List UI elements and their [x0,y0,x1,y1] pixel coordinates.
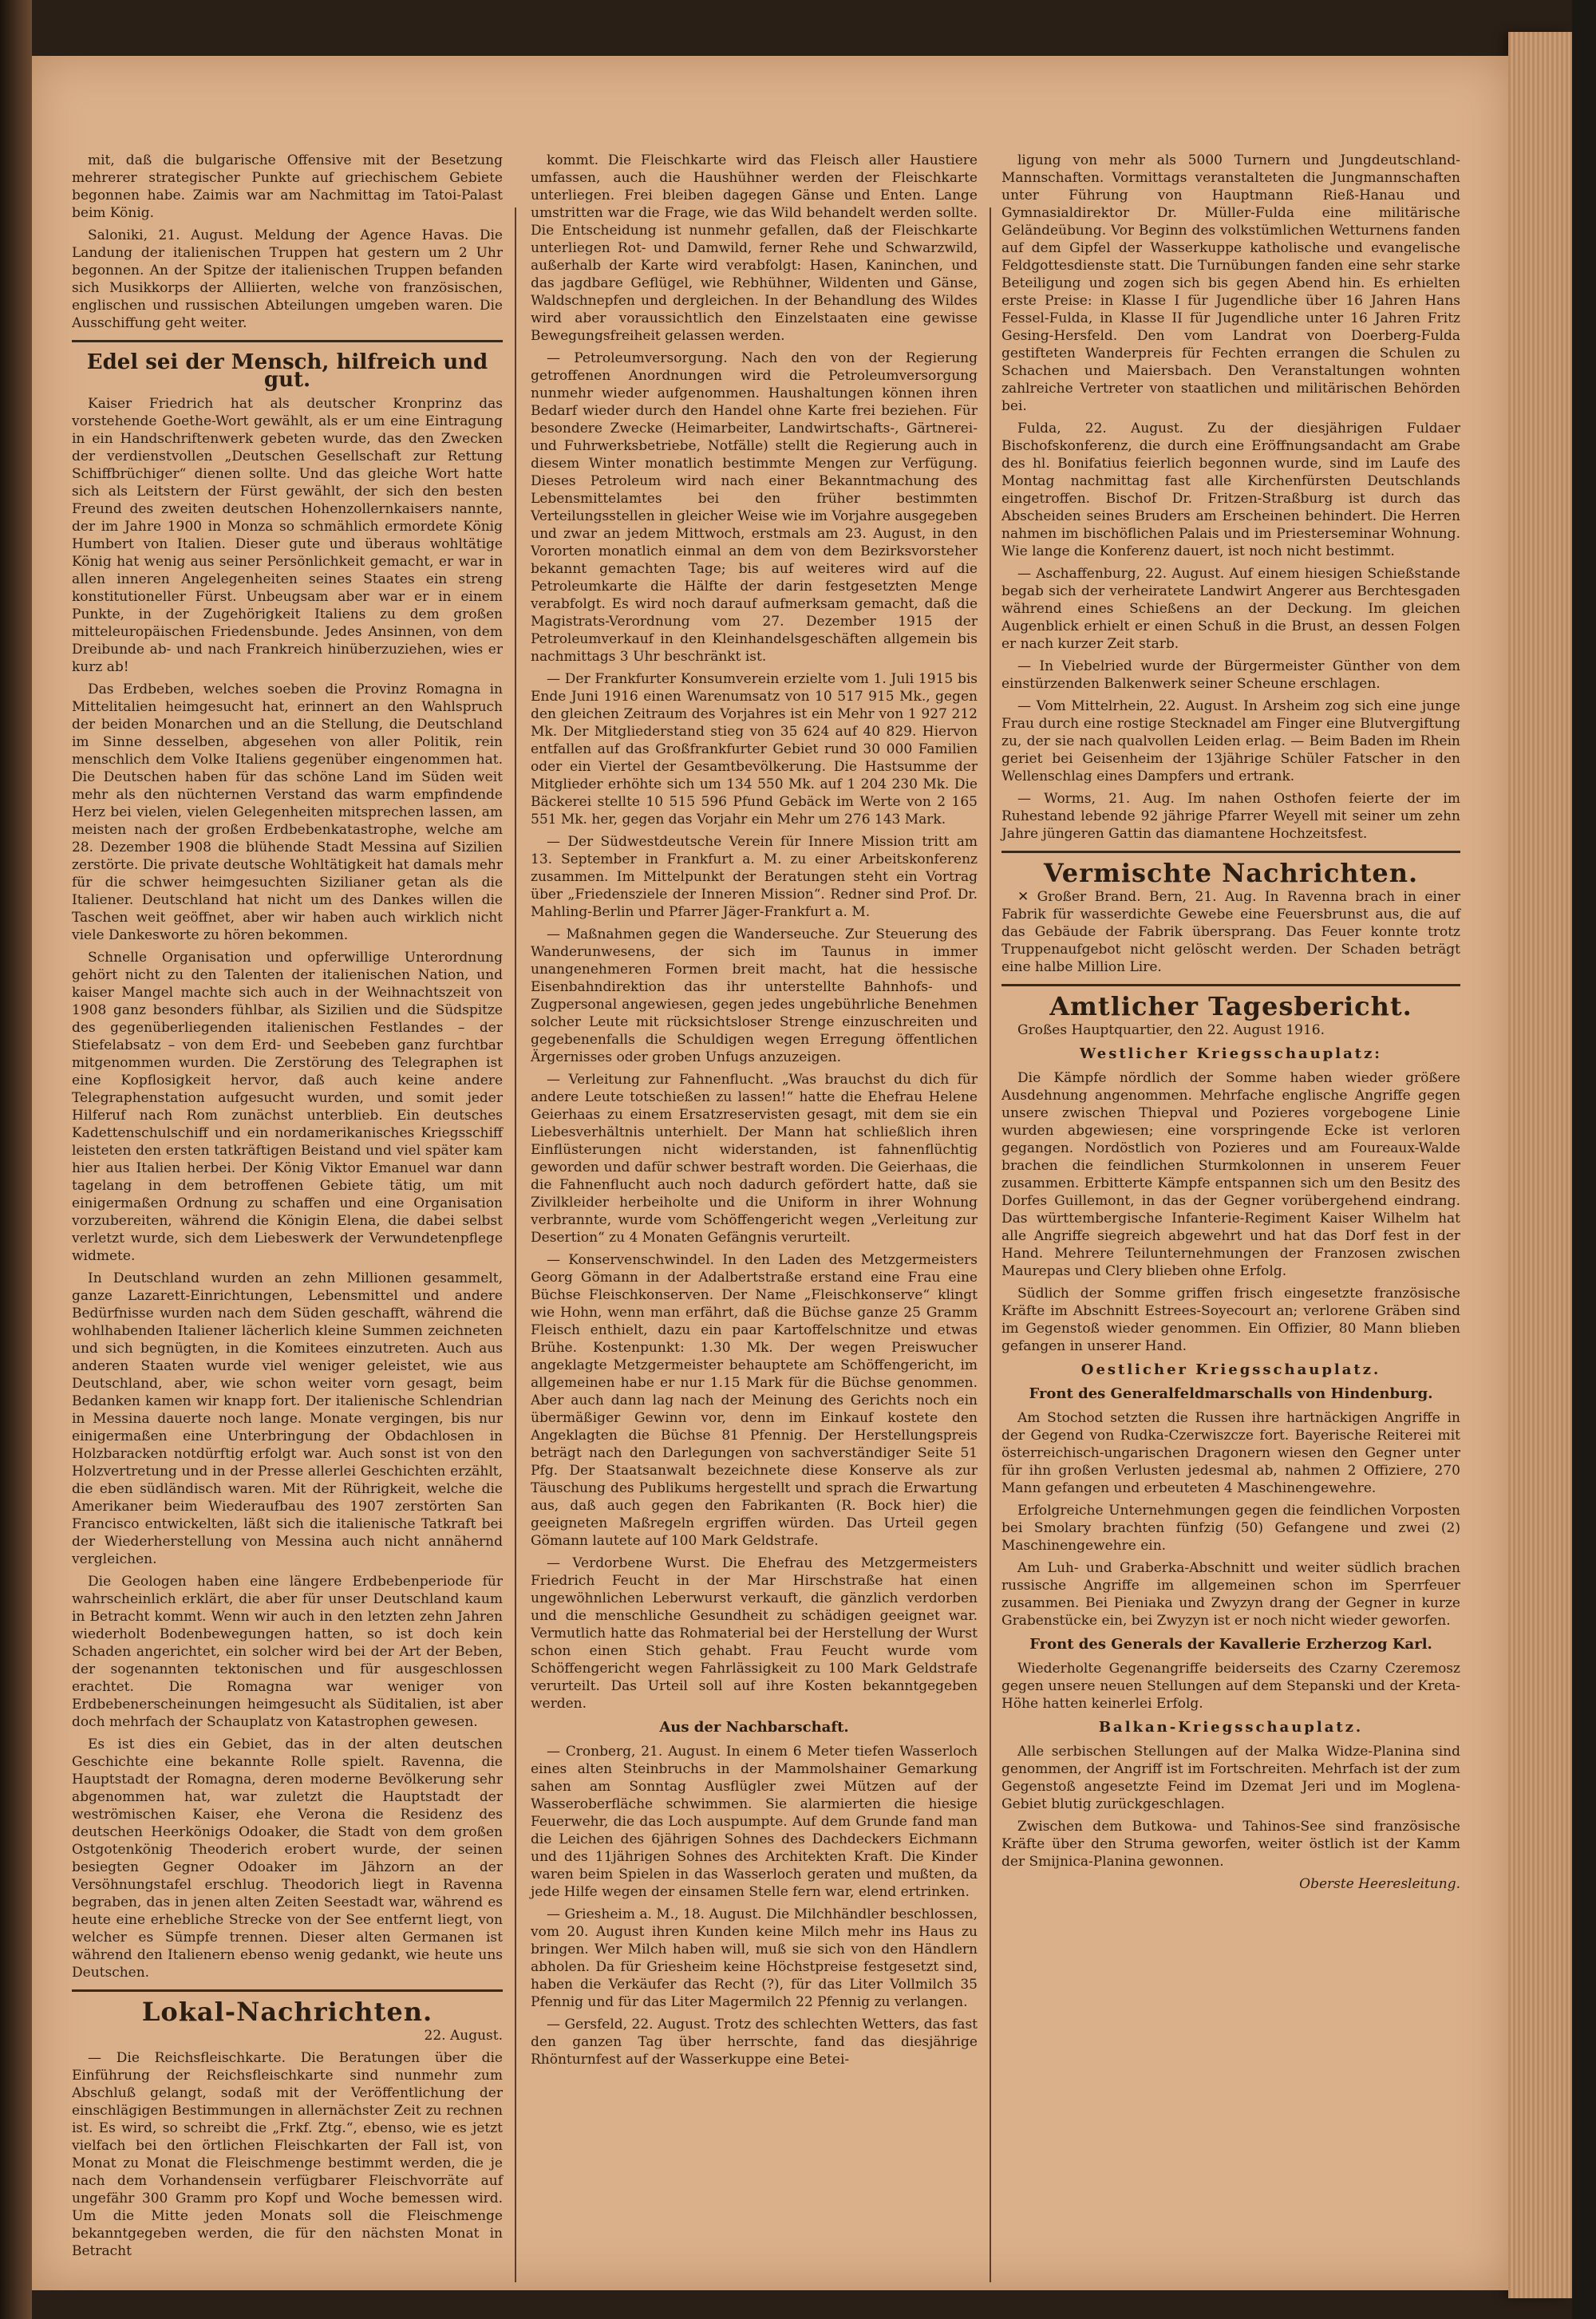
paragraph: — Die Reichsfleischkarte. Die Beratungen über die Einführung der Reichsfleischkarte sind nunmehr zum Abschluß gelangt, sodaß mit der Veröffentlichung der einschlägigen Bestimmungen in allernächster Zeit zu rechnen ist. Es wird, so schreibt die „Frkf. Ztg.“, ebenso, wie es jetzt vielfach bei den örtlichen Fleischkarten der Fall ist, von Monat zu Monat die Fleischmenge bestimmt werden, die je nach dem Vorhandensein verfügbarer Fleischvorräte auf ungefähr 300 Gramm pro Kopf und Woche bemessen wird. Um die Mitte jeden Monats soll die Fleischmenge bekanntgegeben werden, die für den nächsten Monat in Betracht [72,2050,503,2259]
paragraph: Alle serbischen Stellungen auf der Malka Widze-Planina sind genommen, der Angriff ist im Fortschreiten. Mehrfach ist der zum Gegenstoß angesetzte Feind im Dzemat Jeri und im Moglena-Gebiet blutig zurückgeschlagen. [1001,1744,1460,1812]
paragraph: — Maßnahmen gegen die Wanderseuche. Zur Steuerung des Wanderunwesens, der sich im Taunus in immer unangenehmeren Formen breit macht, hat die hessische Eisenbahndirektion das ihr unterstellte Bahnhofs- und Zugpersonal angewiesen, gegen jedes ungebührliche Benehmen solcher Leute mit rücksichtsloser Strenge einzuschreiten und gegebenenfalls die Schuldigen wegen Erregung öffentlichen Ärgernisses oder groben Unfugs anzuzeigen. [531,926,978,1065]
paragraph: — Verleitung zur Fahnenflucht. „Was brauchst du dich für andere Leute totschießen zu lassen!“ hatte die Ehefrau Helene Geierhaas zu einem Ersatzreservisten gesagt, mit dem sie ein Liebesverhältnis unterhielt. Der Mann hat schließlich ihren Einflüsterungen nicht widerstanden, ist fahnenflüchtig geworden und dafür schwer bestraft worden. Die Geierhaas, die die Fahnenflucht auch noch dadurch gefördert hatte, daß sie Zivilkleider herbeiholte und die Uniform in ihrer Wohnung verbrannte, wurde vom Schöffengericht wegen „Verleitung zur Desertion“ zu 4 Monaten Gefängnis verurteilt. [531,1072,978,1246]
paragraph: — Vom Mittelrhein, 22. August. In Arsheim zog sich eine junge Frau durch eine rostige Stecknadel am Finger eine Blutvergiftung zu, der sie nach qualvollen Leiden erlag. — Beim Baden im Rhein geriet bei Geisenheim der 13jährige Schüler Fatscher in den Wellenschlag eines Dampfers und ertrank. [1001,698,1460,784]
paragraph: Am Luh- und Graberka-Abschnitt und weiter südlich brachen russische Angriffe im allgemeinen schon im Sperrfeuer zusammen. Bei Pieniaka und Zwyzyn drang der Gegner in kurze Grabenstücke ein, bei Zwyzyn ist er noch nicht wieder geworfen. [1001,1560,1460,1629]
paragraph: Fulda, 22. August. Zu der diesjährigen Fuldaer Bischofskonferenz, die durch eine Eröffnungsandacht am Grabe des hl. Bonifatius feierlich begonnen wurde, sind im Laufe des Montag nachmittag fast alle Kirchenfürsten Deutschlands eingetroffen. Bischof Dr. Fritzen-Straßburg ist durch das Abscheiden seines Bruders am Erscheinen behindert. Die Herren nahmen im bischöflichen Palais und im Priesterseminar Wohnung. Wie lange die Konferenz dauert, ist noch nicht bestimmt. [1001,421,1460,559]
paragraph: Erfolgreiche Unternehmungen gegen die feindlichen Vorposten bei Smolary brachten fünfzig (50) Gefangene und zwei (2) Maschinengewehre ein. [1001,1503,1460,1554]
paragraph: Die Kämpfe nördlich der Somme haben wieder größere Ausdehnung angenommen. Mehrfache englische Angriffe gegen unsere zwischen Thiepval und Pozieres vorgebogene Linie wurden abgewiesen; eine vorspringende Ecke ist verloren gegangen. Nordöstlich von Pozieres und am Foureaux-Walde brachen die feindlichen Sturmkolonnen in unserem Feuer zusammen. Erbitterte Kämpfe entspannen sich um den Besitz des Dorfes Guillemont, in das der Gegner vorübergehend eindrang. Das württembergische Infanterie-Regiment Kaiser Wilhelm hat alle Angriffe siegreich abgewehrt und hat das Dorf fest in der Hand. Mehrere Teilunternehmungen der Franzosen zwischen Maurepas und Clery blieben ohne Erfolg. [1001,1070,1460,1279]
paragraph: — Der Frankfurter Konsumverein erzielte vom 1. Juli 1915 bis Ende Juni 1916 einen Warenumsatz von 10 517 915 Mk., gegen den gleichen Zeitraum des Vorjahres ist ein Mehr von 1 927 212 Mk. Der Mitgliederstand stieg von 35 624 auf 40 829. Hiervon entfallen auf das Großfrankfurter Gebiet rund 30 000 Familien oder ein Viertel der Gesamtbevölkerung. Die Hastsumme der Mitglieder erhöhte sich um 134 550 Mk. auf 1 204 230 Mk. Die Bäckerei stellte 10 515 596 Pfund Gebäck im Werte von 2 165 551 Mk. her, gegen das Vorjahr ein Mehr um 276 143 Mark. [531,671,978,828]
subheading: Oestlicher Kriegsschauplatz. [1080,1361,1381,1378]
paragraph: ligung von mehr als 5000 Turnern und Jungdeutschland-Mannschaften. Vormittags veranstalteten die Jungmannschaften unter Führung von Hauptmann Rieß-Hanau und Gymnasialdirektor Dr. Müller-Fulda eine militärische Geländeübung. Vor Beginn des volkstümlichen Wetturnens fanden auf dem Gipfel der Wasserkuppe katholische und evangelische Feldgottesdienste statt. Die Turnübungen fanden eine sehr starke Beteiligung und zogen sich bis gegen Abend hin. Es erhielten erste Preise: in Klasse I für Jugendliche über 16 Jahren Hans Fessel-Fulda, in Klasse II für Jugendliche unter 16 Jahren Fritz Gesing-Hersfeld. Den vom Landrat von Doerberg-Fulda gestifteten Wanderpreis für Fechten errangen die Schulen zu Schachen und Maiersbach. Den Veranstaltungen wohnten zahlreiche Vertreter von staatlichen und militärischen Behörden bei. [1001,152,1460,414]
column-1 [72,152,503,2265]
paragraph: Am Stochod setzten die Russen ihre hartnäckigen Angriffe in der Gegend von Rudka-Czerwiszcze fort. Bayerische Reiterei mit österreichisch-ungarischen Dragonern wiesen den Gegner unter für ihn großen Verlusten jedesmal ab, nahmen 2 Offiziere, 270 Mann gefangen und erbeuteten 4 Maschinengewehre. [1001,1410,1460,1496]
section-heading: Vermischte Nachrichten. [1043,858,1419,888]
book-cover-right [1572,0,1596,2319]
paragraph: — Petroleumversorgung. Nach den von der Regierung getroffenen Anordnungen wird die Petroleumversorgung nunmehr wieder aufgenommen. Haushaltungen können ihren Bedarf wieder durch den Handel ohne Karte frei beziehen. Für besondere Zwecke (Heimarbeiter, Landwirtschafts-, Gärtnerei- und Fuhrwerksbetriebe, Notfälle) stellt die Regierung auch in diesem Winter monatlich bestimmte Mengen zur Verfügung. Dieses Petroleum wird nach einer Bekanntmachung des Lebensmittelamtes bei den früher bestimmten Verteilungsstellen in gleicher Weise wie im Vorjahre ausgegeben und zwar an jedem Mittwoch, erstmals am 23. August, in den Vororten monatlich einmal an dem von dem Bezirksvorsteher bekannt gemachten Tage; bis auf weiteres wird auf die Petroleumkarte die Hälfte der darin festgesetzten Menge verabfolgt. Es wird noch darauf aufmerksam gemacht, daß die Magistrats-Verordnung vom 27. Dezember 1915 der Petroleumverkauf in den Kleinhandelsgeschäften allgemein bis nachmittags 3 Uhr beschränkt ist. [531,350,978,665]
paragraph: In Deutschland wurden an zehn Millionen gesammelt, ganze Lazarett-Einrichtungen, Lebensmittel und andere Bedürfnisse wurden nach dem Süden geschafft, während die wohlhabenden Italiener lächerlich kleine Summen zeichneten und sich begnügten, in die Komitees einzutreten. Auch aus anderen Staaten wurde viel weniger geleistet, wie aus Deutschland, aber, wie schon weiter vorn gesagt, beim Bedanken kamen wir knapp fort. Der italienische Schlendrian in Messina dauerte noch lange. Monate vergingen, bis nur einigermaßen eine Unterbringung der Obdachlosen in Holzbaracken notdürftig erfolgt war. Auch sonst ist von den Holzvertretung und in der Presse allerlei Geschichten erzählt, die eben südländisch waren. Mit der Rührigkeit, welche die Amerikaner beim Wiederaufbau des 1907 zerstörten San Francisco entwickelten, läßt sich die italienische Tatkraft bei der Wiederherstellung von Messina auch nicht annähernd vergleichen. [72,1270,503,1567]
paragraph: kommt. Die Fleischkarte wird das Fleisch aller Haustiere umfassen, auch die Haushühner werden der Fleischkarte unterliegen. Frei bleiben dagegen Gänse und Enten. Lange umstritten war die Frage, wie das Wild behandelt werden sollte. Die Entscheidung ist nunmehr gefallen, daß der Fleischkarte unterliegen Rot- und Damwild, ferner Rehe und Schwarzwild, außerhalb der Karte wird verabfolgt: Hasen, Kaninchen, und das jagdbare Geflügel, wie Rebhühner, Wildenten und Gänse, Waldschnepfen und dergleichen. In der Behandlung des Wildes wird aber voraussichtlich den Einzelstaaten eine gewisse Bewegungsfreiheit gelassen werden. [531,152,978,344]
section-rule [72,340,503,342]
paragraph: — Gersfeld, 22. August. Trotz des schlechten Wetters, das fast den ganzen Tag über herrschte, fand das diesjährige Rhönturnfest auf der Wasserkuppe eine Betei- [531,2017,978,2068]
paragraph: Das Erdbeben, welches soeben die Provinz Romagna in Mittelitalien heimgesucht hat, erinnert an den Wahlspruch der beiden Monarchen und an die Stellung, die Deutschland im Sinne desselben, abgesehen von aller Politik, rein menschlich dem Volke Italiens gegenüber eingenommen hat. Die Deutschen haben für das schöne Land im Süden weit mehr als den nüchternen Verstand das warm empfindende Herz bei vielen, vielen Gelegenheiten mitsprechen lassen, am meisten nach der großen Erdbebenkatastrophe, welche am 28. Dezember 1908 die blühende Stadt Messina auf Sizilien zerstörte. Die private deutsche Wohltätigkeit hat damals mehr für die schwer heimgesuchten Sizilianer getan als die Italiener. Deutschland hat nicht um des Dankes willen die Taschen weit geöffnet, aber wir haben auch wirklich nicht viele Dankesworte zu hören bekommen. [72,681,503,943]
paragraph: ✕ Großer Brand. Bern, 21. Aug. In Ravenna brach in einer Fabrik für wasserdichte Gewebe eine Feuersbrunst aus, die auf das Gebäude der Fabrik übersprang. Das Feuer konnte trotz Truppenaufgebot nicht gelöscht werden. Der Schaden beträgt eine halbe Million Lire. [1001,889,1460,975]
subheading: Westlicher Kriegsschauplatz: [1080,1045,1382,1062]
section-heading: Lokal-Nachrichten. [141,1997,433,2027]
paragraph: — Aschaffenburg, 22. August. Auf einem hiesigen Schießstande begab sich der verheiratete Landwirt Angerer aus Berchtesgaden während eines Schießens an der Deckung. Im gleichen Augenblick erhielt er einen Schuß in die Brust, an dessen Folgen er nach kurzer Zeit starb. [1001,566,1460,652]
column-rule [990,207,991,2282]
paragraph: Wiederholte Gegenangriffe beiderseits des Czarny Czeremosz gegen unsere neuen Stellungen auf dem Stepanski und der Kreta-Höhe hatten keinerlei Erfolg. [1001,1661,1460,1712]
subheading: Front des Generalfeldmarschalls von Hindenburg. [1029,1385,1433,1402]
paragraph: mit, daß die bulgarische Offensive mit der Besetzung mehrerer strategischer Punkte auf griechischem Gebiete begonnen habe. Zaimis war am Nachmittag im Tatoi-Palast beim König. [72,152,503,221]
paragraph: — Cronberg, 21. August. In einem 6 Meter tiefen Wasserloch eines alten Steinbruchs in der Mammolshainer Gemarkung sahen am Sonntag Ausflügler zwei Mützen auf der Wasseroberfläche schwimmen. Sie alarmierten die hiesige Feuerwehr, die das Loch auspumpte. Auf dem Grunde fand man die Leichen des 6jährigen Sohnes des Dachdeckers Eichmann und des 11jährigen Sohnes des Architekten Kraft. Die Kinder waren beim Spielen in das Wasserloch geraten und mußten, da jede Hilfe wegen der einsamen Stelle fern war, elend ertrinken. [531,1744,978,1900]
subheading: Balkan-Kriegsschauplatz. [1098,1719,1364,1736]
page-stack-edge [1508,32,1572,2298]
section-rule [1001,851,1460,853]
paragraph: Südlich der Somme griffen frisch eingesetzte französische Kräfte im Abschnitt Estrees-Soyecourt an; verlorene Gräben sind im Gegenstoß wieder genommen. Ein Offizier, 80 Mann blieben gefangen in unserer Hand. [1001,1286,1460,1354]
date-line: 22. August. [424,2028,503,2044]
column-3 [1001,152,1460,1893]
paragraph: Kaiser Friedrich hat als deutscher Kronprinz das vorstehende Goethe-Wort gewählt, als er um eine Eintragung in ein Handschriftenwerk gebeten wurde, das den Zwecken der verdienstvollen „Deutschen Gesellschaft zur Rettung Schiffbrüchiger“ dienen sollte. Und das gleiche Wort hatte sich als Leitstern der Fürst gewählt, der sich den besten Freund des zweiten deutschen Hohenzollernkaisers nannte, der im Jahre 1900 in Monza so schmählich ermordete König Humbert von Italien. Dieser gute und überaus wohltätige König hat wenig aus seiner Persönlichkeit gemacht, er war in allen inneren Angelegenheiten seines Staates ein streng konstitutioneller Fürst. Unbeugsam aber war er in einem Punkte, in der Zugehörigkeit Italiens zu dem großen mitteleuropäischen Friedensbunde. Jedes Ansinnen, von dem Dreibunde ab- und nach Frankreich hinüberzuziehen, wies er kurz ab! [72,396,503,675]
book-spine-left [0,0,32,2319]
dateline: Großes Hauptquartier, den 22. August 1916. [1017,1022,1325,1038]
newspaper-page [32,56,1508,2290]
section-rule [1001,984,1460,986]
section-rule [72,1989,503,1992]
column-2 [531,152,978,2073]
section-heading: Amtlicher Tagesbericht. [1049,991,1412,1021]
subheading: Front des Generals der Kavallerie Erzherzog Karl. [1029,1636,1432,1653]
paragraph: Schnelle Organisation und opferwillige Unterordnung gehört nicht zu den Talenten der italienischen Nation, und kaiser Mangel machte sich auch in der Weihnachtszeit von 1908 ganz besonders fühlbar, als Sizilien und die Südspitze des gegenüberliegenden italienischen Festlandes – der Stiefelabsatz – von dem Erd- und Seebeben ganz furchtbar mitgenommen wurden. Die Zerstörung des Telegraphen ist eine Kopflosigkeit hervor, daß auch keine andere Telegraphenstation aufgesucht wurden, und somit jeder Hilferuf nach Rom zunächst unterblieb. Ein deutsches Kadettenschulschiff und ein nordamerikanisches Kriegsschiff leisteten den ersten tatkräftigen Beistand und viel später kam hier aus Italien herbei. Der König Viktor Emanuel war dann tagelang in dem betroffenen Gebiete tätig, um mit einigermaßen Ordnung zu schaffen und eine Organisation vorzubereiten, während die Königin Elena, die dabei selbst verletzt wurde, sich dem Liebeswerk der Verwundetenpflege widmete. [72,950,503,1264]
section-heading: Aus der Nachbarschaft. [659,1719,849,1736]
paragraph: Saloniki, 21. August. Meldung der Agence Havas. Die Landung der italienischen Truppen hat gestern um 2 Uhr begonnen. An der Spitze der italienischen Truppen befanden sich Musikkorps der Alliierten, welche von französischen, englischen und russischen Abteilungen umgeben waren. Die Ausschiffung geht weiter. [72,227,503,331]
paragraph: Zwischen dem Butkowa- und Tahinos-See sind französische Kräfte über den Struma geworfen, weiter östlich ist der Kamm der Smijnica-Planina gewonnen. [1001,1819,1460,1870]
paragraph: — Verdorbene Wurst. Die Ehefrau des Metzgermeisters Friedrich Feucht in der Mar Hirschstraße hat einen ungewöhnlichen Leberwurst verkauft, die gänzlich verdorben und die menschliche Gesundheit zu schädigen geeignet war. Vermutlich hatte das Rohmaterial bei der Herstellung der Wurst schon einen Stich gehabt. Frau Feucht wurde vom Schöffengericht wegen Fahrlässigkeit zu 100 Mark Geldstrafe verurteilt. Das Urteil soll auf ihre Kosten bekanntgegeben werden. [531,1555,978,1712]
paragraph: — Konservenschwindel. In den Laden des Metzgermeisters Georg Gömann in der Adalbertstraße erstand eine Frau eine Büchse Fleischkonserven. Der Name „Fleischkonserve“ klingt wie Hohn, wenn man erfährt, daß die Büchse ganze 25 Gramm Fleisch enthielt, dazu ein paar Kartoffelschnitze und etwas Brühe. Kostenpunkt: 1.30 Mk. Der wegen Preiswucher angeklagte Metzgermeister behauptete am Schöffengericht, im allgemeinen habe er nur 1.15 Mark für die Büchse genommen. Aber auch dann lag nach der Meinung des Gerichts noch ein übermäßiger Gewinn vor, denn im Einkauf kostete den Angeklagten die Büchse 81 Pfennig. Der Herstellungspreis beträgt nach den Darlegungen von sachverständiger Seite 51 Pfg. Der Staatsanwalt bezeichnete diese Konserve als zur Täuschung des Publikums hergestellt und sprach die Erwartung aus, daß auch gegen den Fabrikanten (R. Bock hier) die geeigneten Maßregeln ergriffen würden. Das Urteil gegen Gömann lautete auf 100 Mark Geldstrafe. [531,1252,978,1549]
paragraph: Es ist dies ein Gebiet, das in der alten deutschen Geschichte eine bekannte Rolle spielt. Ravenna, die Hauptstadt der Romagna, deren moderne Bevölkerung sehr abgenommen hat, war zuletzt die Hauptstadt der weströmischen Kaiser, ehe Verona die Residenz des deutschen Heerkönigs Odoaker, die Stadt von dem großen Ostgotenkönig Theoderich erobert wurde, der seinen besiegten Gegner Odoaker im Jähzorn an der Versöhnungstafel erschlug. Theodorich liegt in Ravenna begraben, das in jenen alten Zeiten Seestadt war, während es heute eine erhebliche Strecke von der See entfernt liegt, von welcher es Sümpfe trennen. Dieser alten Germanen ist während den Italienern ebenso wenig gedankt, wie heute uns Deutschen. [72,1736,503,1981]
section-heading: Edel sei der Mensch, hilfreich und gut. [86,350,488,392]
signature: Oberste Heeresleitung. [1299,1876,1460,1892]
paragraph: — Worms, 21. Aug. Im nahen Osthofen feierte der im Ruhestand lebende 92 jährige Pfarrer Weyell mit seiner um zehn Jahre jüngeren Gattin das diamantene Hochzeitsfest. [1001,791,1460,842]
column-rule [515,207,516,2282]
paragraph: Die Geologen haben eine längere Erdbebenperiode für wahrscheinlich erklärt, die aber für unser Deutschland kaum in Betracht kommt. Wenn wir auch in den letzten zehn Jahren wiederholt Bodenbewegungen hatten, so ist doch kein Schaden angerichtet, ein solcher wird bei der Art der Beben, der sogenannten tektonischen und für ausgeschlossen erachtet. Die Romagna war weniger von Erdbebenerscheinungen heimgesucht als Süditalien, ist aber doch mehrfach der Schauplatz von Katastrophen gewesen. [72,1574,503,1730]
paragraph: — Der Südwestdeutsche Verein für Innere Mission tritt am 13. September in Frankfurt a. M. zu einer Arbeitskonferenz zusammen. Im Mittelpunkt der Beratungen steht ein Vortrag über „Friedensziele der Inneren Mission“. Redner sind Prof. Dr. Mahling-Berlin und Pfarrer Jäger-Frankfurt a. M. [531,834,978,920]
paragraph: — Griesheim a. M., 18. August. Die Milchhändler beschlossen, vom 20. August ihren Kunden keine Milch mehr ins Haus zu bringen. Wer Milch haben will, muß sie sich von den Händlern abholen. Da für Griesheim keine Höchstpreise festgesetzt sind, haben die Verkäufer das Recht (?), für das Liter Vollmilch 35 Pfennig und für das Liter Magermilch 22 Pfennig zu verlangen. [531,1906,978,2010]
paragraph: — In Viebelried wurde der Bürgermeister Günther von dem einstürzenden Balkenwerk seiner Scheune erschlagen. [1001,658,1460,692]
